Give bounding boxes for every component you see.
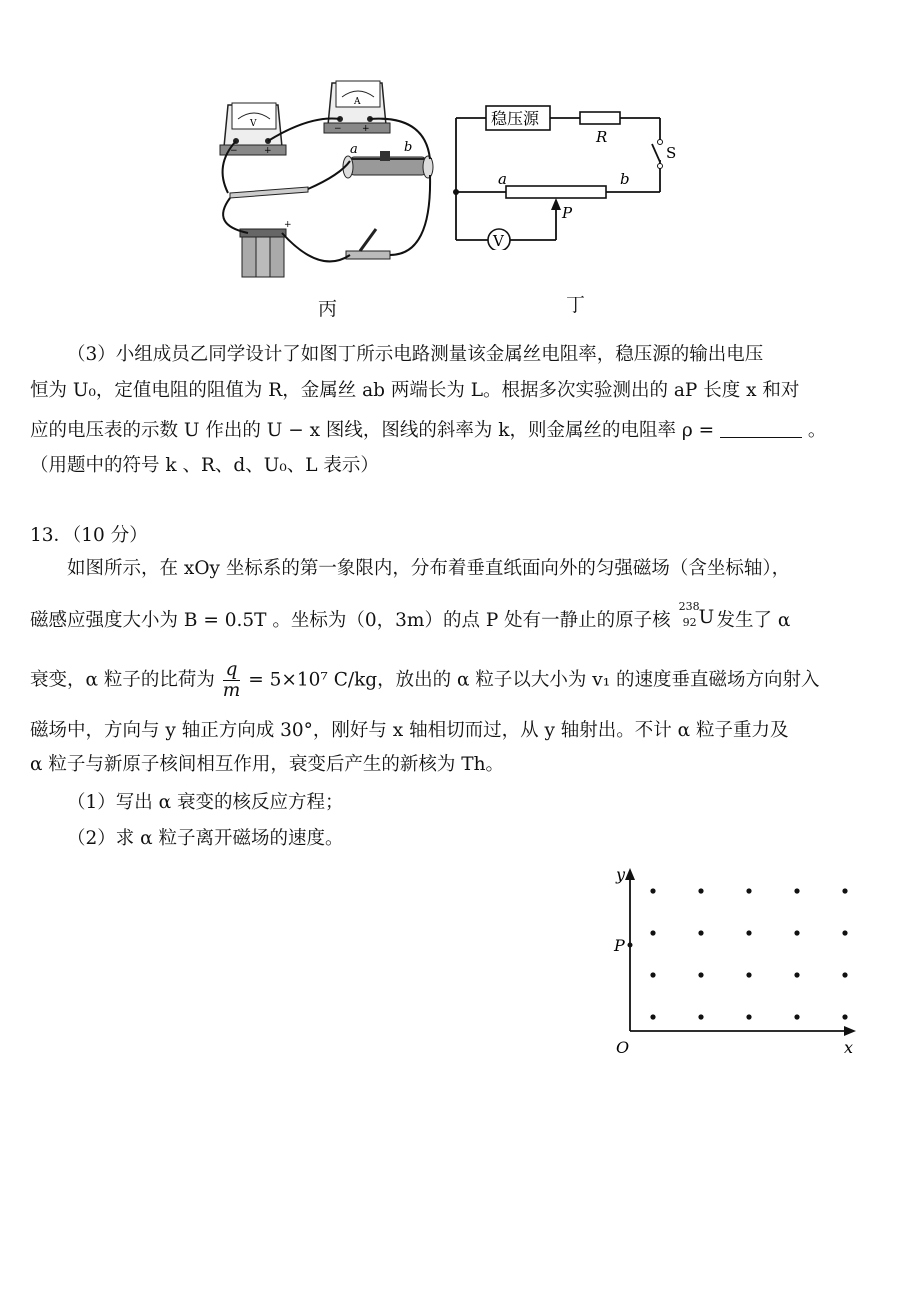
q12-part3-line2: 恒为 U₀，定值电阻的阻值为 R，金属丝 ab 两端长为 L。根据多次实验测出的 aP 长度 x 和对 — [30, 380, 800, 401]
svg-text:+: + — [362, 124, 370, 134]
svg-text:a: a — [350, 142, 358, 157]
ammeter-letter: A — [354, 97, 361, 107]
q13-para4: 磁场中，方向与 y 轴正方向成 30°，刚好与 x 轴相切而过，从 y 轴射出。不计 α 粒子重力及 — [30, 720, 789, 741]
svg-text:−: − — [230, 146, 238, 156]
svg-text:b: b — [404, 140, 413, 155]
svg-text:b: b — [620, 170, 630, 188]
svg-text:R: R — [596, 128, 608, 146]
q13-sub2: （2）求 α 粒子离开磁场的速度。 — [67, 828, 344, 849]
field-dot — [794, 972, 799, 977]
q13-para1: 如图所示，在 xOy 坐标系的第一象限内，分布着垂直纸面向外的匀强磁场（含坐标轴）， — [67, 558, 791, 579]
point-P — [628, 943, 633, 948]
svg-text:a: a — [498, 170, 507, 188]
field-dots — [650, 888, 847, 1019]
q13-para2: 磁感应强度大小为 B = 0.5T 。坐标为（0，3m）的点 P 处有一静止的原子核 238 92 U 发生了 α — [30, 600, 791, 631]
svg-text:V: V — [493, 232, 504, 250]
field-dot — [650, 1014, 655, 1019]
metal-wire-ab — [506, 186, 606, 198]
field-dot — [698, 1014, 703, 1019]
field-dot — [698, 888, 703, 893]
origin-label: O — [616, 1038, 630, 1057]
svg-text:+: + — [284, 220, 292, 230]
x-axis-label: x — [844, 1038, 854, 1057]
field-dot — [746, 1014, 751, 1019]
svg-text:−: − — [334, 124, 342, 134]
field-dot — [650, 972, 655, 977]
battery-pack — [240, 220, 292, 277]
field-dot — [842, 888, 847, 893]
field-dot — [746, 972, 751, 977]
knife-switch — [346, 229, 390, 259]
figure-bing-apparatus — [210, 75, 450, 285]
regulated-source-label: 稳压源 — [491, 109, 540, 128]
q13-sub1: （1）写出 α 衰变的核反应方程； — [67, 792, 344, 813]
field-dot — [650, 930, 655, 935]
rheostat-device — [343, 140, 433, 178]
slider-P-label: P — [562, 204, 573, 222]
magnetic-field-figure — [600, 860, 870, 1060]
point-P-label: P — [614, 936, 625, 955]
switch-S-label: S — [666, 144, 677, 162]
field-dot — [794, 930, 799, 935]
field-dot — [842, 930, 847, 935]
figure-ding-circuit — [448, 100, 678, 250]
uranium-nucleus-symbol: 238 92 U — [678, 600, 715, 629]
charge-mass-ratio-fraction: $\frac{q}{m}$ — [222, 659, 241, 701]
figure-ding-caption: 丁 — [566, 294, 586, 316]
y-axis-arrow — [625, 868, 635, 880]
field-dot — [746, 930, 751, 935]
field-dot — [842, 1014, 847, 1019]
field-dot — [650, 888, 655, 893]
svg-text:+: + — [264, 146, 272, 156]
field-dot — [794, 1014, 799, 1019]
figure-bing-caption: 丙 — [318, 298, 338, 320]
q13-header: 13．（10 分） — [30, 525, 148, 546]
voltmeter-letter: V — [250, 119, 257, 129]
q12-part3-line3: 应的电压表的示数 U 作出的 U − x 图线，图线的斜率为 k，则金属丝的电阻率 ρ = 。 — [30, 420, 827, 441]
field-dot — [842, 972, 847, 977]
wire-board — [230, 187, 308, 198]
q12-part3-line1: （3）小组成员乙同学设计了如图丁所示电路测量该金属丝电阻率，稳压源的输出电压 — [67, 344, 764, 365]
field-dot — [698, 972, 703, 977]
answer-blank[interactable] — [720, 419, 802, 438]
ammeter-device — [324, 81, 390, 134]
q12-part3-line4: （用题中的符号 k 、R、d、U₀、L 表示） — [30, 455, 379, 476]
q13-para3: 衰变，α 粒子的比荷为 $\frac{q}{m}$ = 5×10⁷ C/kg，放出的 α 粒子以大小为 v₁ 的速度垂直磁场方向射入 — [30, 659, 820, 701]
q13-para5: α 粒子与新原子核间相互作用，衰变后产生的新核为 Th。 — [30, 754, 505, 775]
fixed-resistor-R — [580, 112, 620, 124]
field-dot — [794, 888, 799, 893]
y-axis-label: y — [616, 865, 626, 884]
field-dot — [746, 888, 751, 893]
x-axis-arrow — [844, 1026, 856, 1036]
field-dot — [698, 930, 703, 935]
